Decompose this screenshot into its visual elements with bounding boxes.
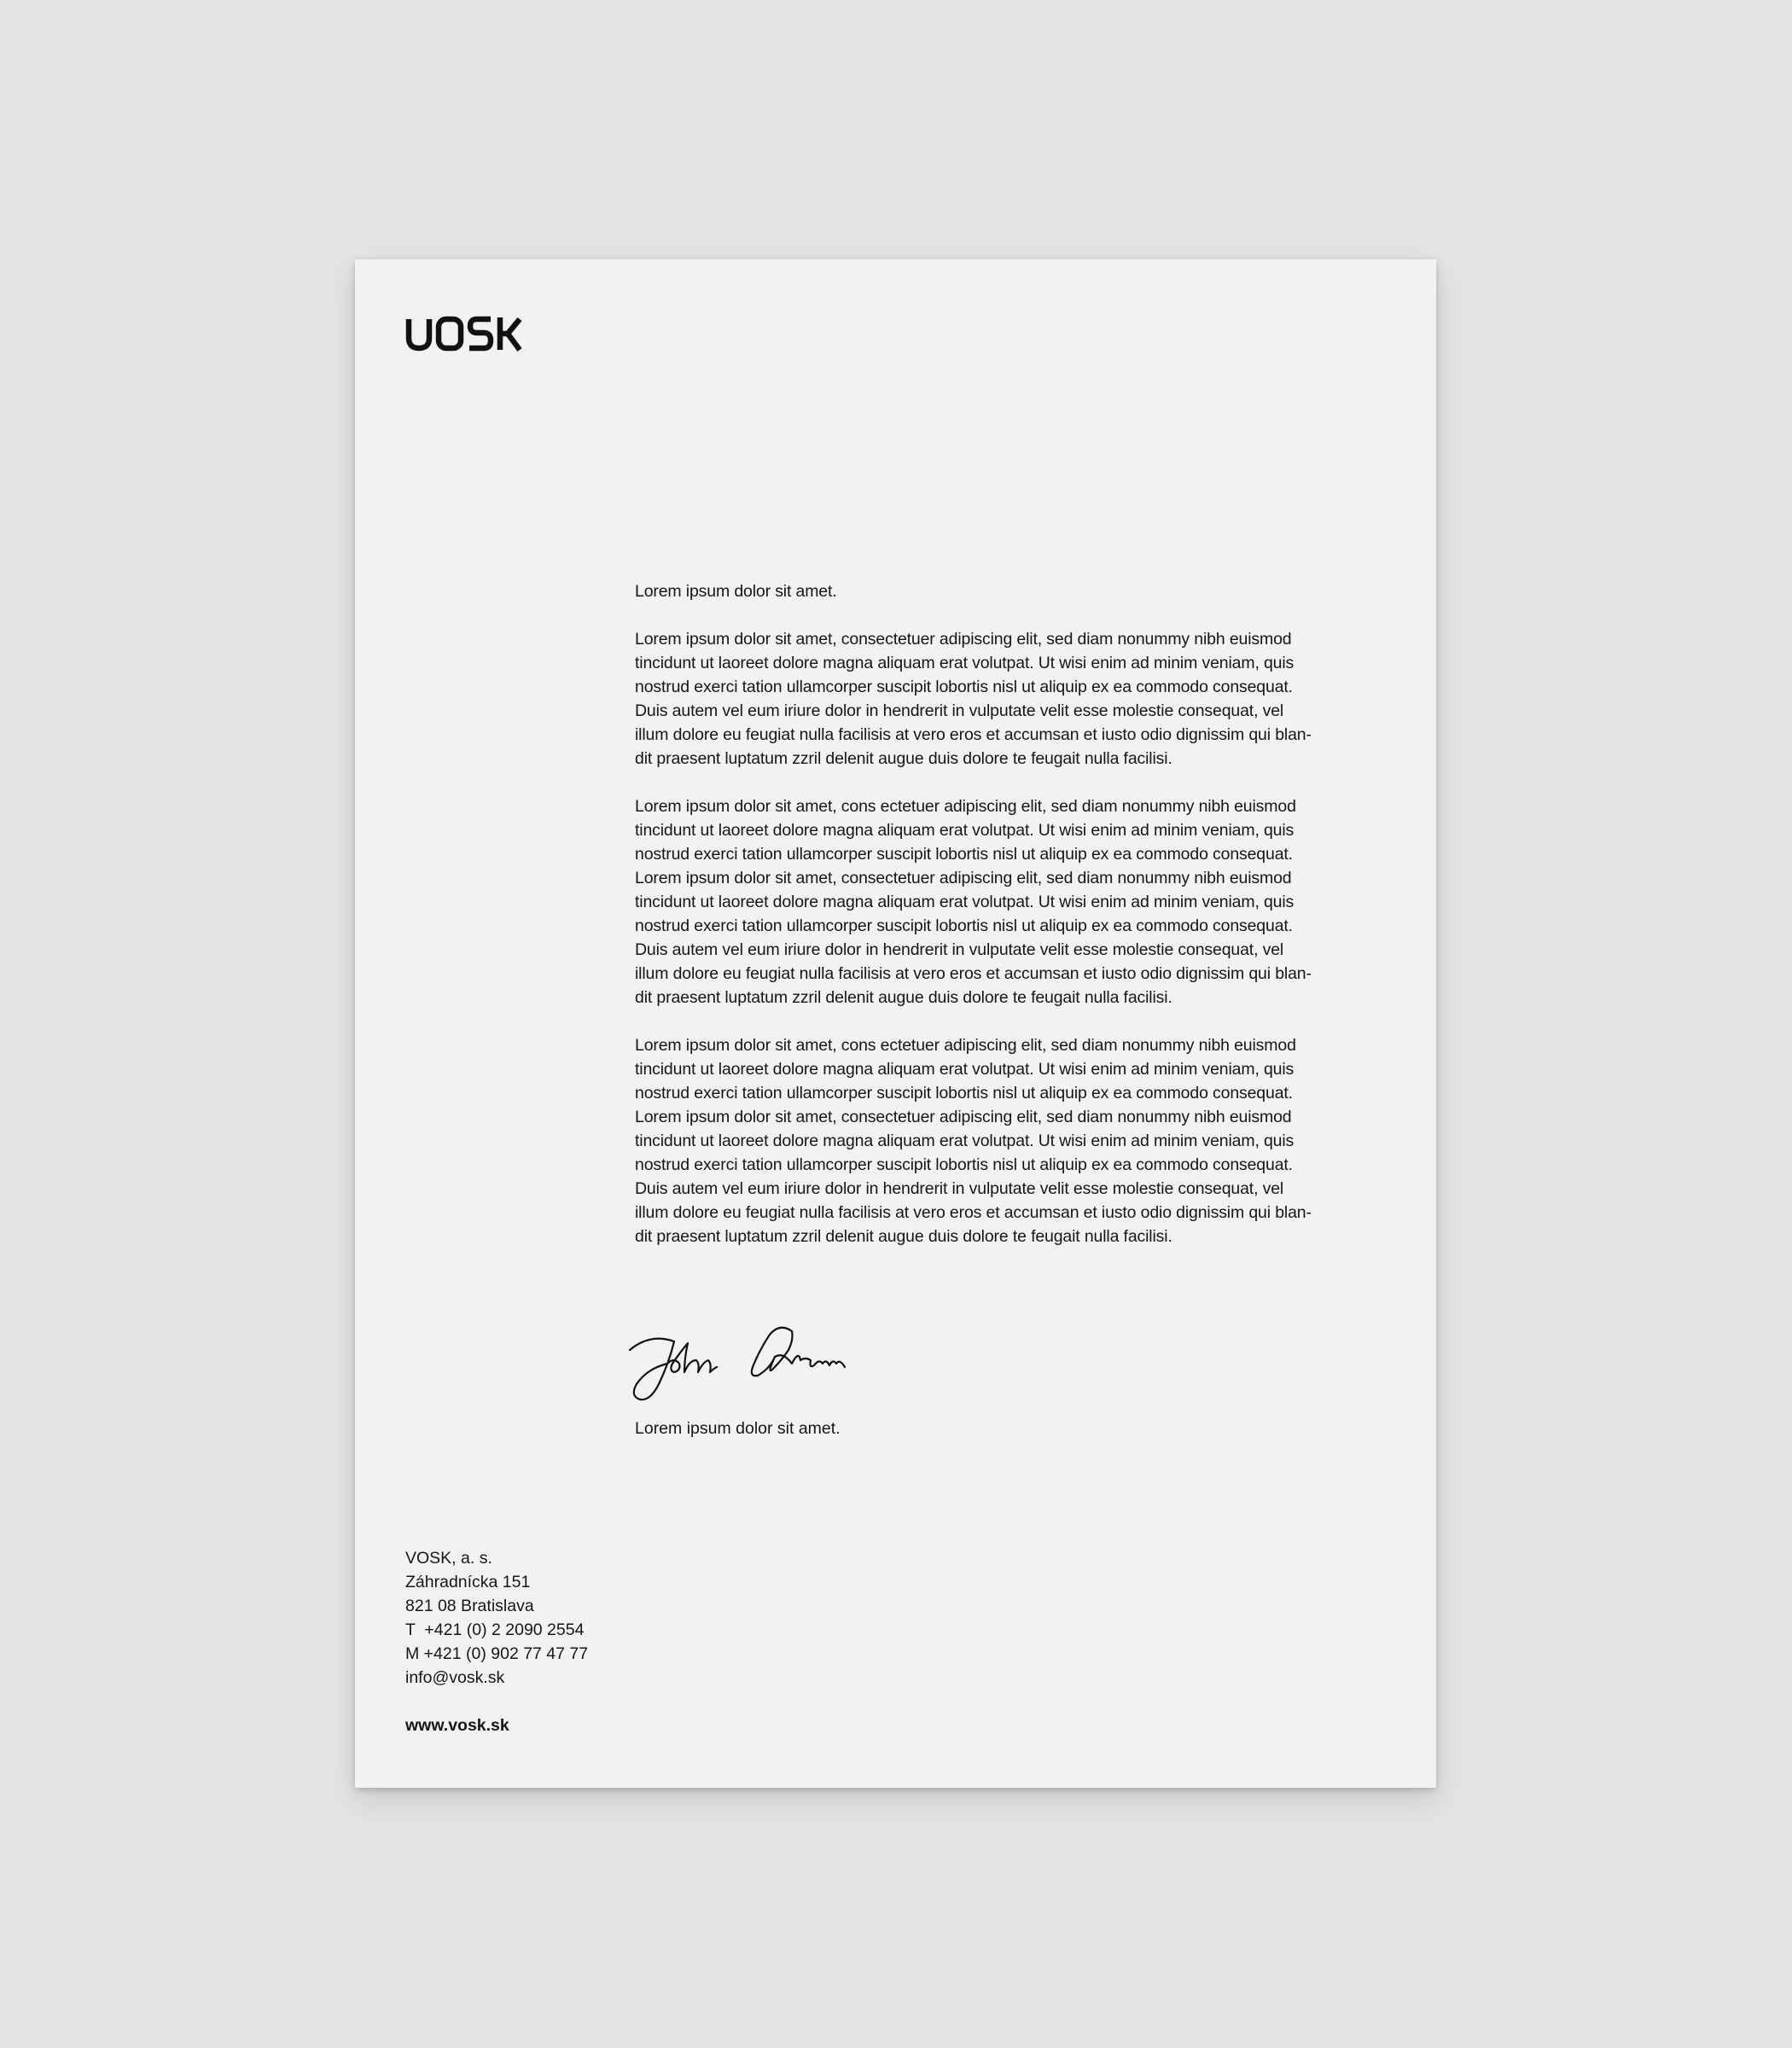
paragraph-1: Lorem ipsum dolor sit amet, consectetuer adipiscing elit, sed diam nonummy nibh euismod tincidunt ut laoreet dolore magna aliquam erat volutpat. Ut wisi enim ad minim veniam, quis nostrud exerci tation ullamcorper suscipit lobortis nisl ut aliquip ex ea commodo consequat. Duis autem vel eum iriure dolor in hendrerit in vulputate velit esse molestie consequat, vel illum dolore eu feugiat nulla facilisis at vero eros et accumsan et iusto odio dignissim qui blan- dit praesent luptatum zzril delenit augue duis dolore te feugait nulla facilisi.	[635, 630, 1312, 768]
vosk-logo-mark	[405, 316, 525, 352]
paragraph-3: Lorem ipsum dolor sit amet, cons ectetuer adipiscing elit, sed diam nonummy nibh euismod tincidunt ut laoreet dolore magna aliquam erat volutpat. Ut wisi enim ad minim veniam, quis nostrud exerci tation ullamcorper suscipit lobortis nisl ut aliquip ex ea commodo consequat. Lorem ipsum dolor sit amet, consectetuer adipiscing elit, sed diam nonummy nibh euismod tincidunt ut laoreet dolore magna aliquam erat volutpat. Ut wisi enim ad minim veniam, quis nostrud exerci tation ullamcorper suscipit lobortis nisl ut aliquip ex ea commodo consequat. Duis autem vel eum iriure dolor in hendrerit in vulputate velit esse molestie consequat, vel illum dolore eu feugiat nulla facilisis at vero eros et accumsan et iusto odio dignissim qui blan- dit praesent luptatum zzril delenit augue duis dolore te feugait nulla facilisi.	[635, 1036, 1312, 1246]
website-url: www.vosk.sk	[405, 1716, 509, 1735]
vosk-logo	[405, 316, 525, 352]
letterhead-sheet	[355, 259, 1436, 1788]
signature-image	[625, 1316, 864, 1410]
company-name: VOSK, a. s.	[405, 1549, 492, 1568]
signature-caption: Lorem ipsum dolor sit amet.	[635, 1419, 841, 1438]
company-address	[405, 1546, 588, 1690]
handwritten-signature	[625, 1316, 864, 1410]
paragraph-2: Lorem ipsum dolor sit amet, cons ectetuer adipiscing elit, sed diam nonummy nibh euismod tincidunt ut laoreet dolore magna aliquam erat volutpat. Ut wisi enim ad minim veniam, quis nostrud exerci tation ullamcorper suscipit lobortis nisl ut aliquip ex ea commodo consequat. Lorem ipsum dolor sit amet, consectetuer adipiscing elit, sed diam nonummy nibh euismod tincidunt ut laoreet dolore magna aliquam erat volutpat. Ut wisi enim ad minim veniam, quis nostrud exerci tation ullamcorper suscipit lobortis nisl ut aliquip ex ea commodo consequat. Duis autem vel eum iriure dolor in hendrerit in vulputate velit esse molestie consequat, vel illum dolore eu feugiat nulla facilisis at vero eros et accumsan et iusto odio dignissim qui blan- dit praesent luptatum zzril delenit augue duis dolore te feugait nulla facilisi.	[635, 797, 1312, 1007]
mobile-number: M +421 (0) 902 77 47 77	[405, 1644, 589, 1663]
email-address: info@vosk.sk	[405, 1668, 505, 1687]
city-address: 821 08 Bratislava	[405, 1597, 534, 1615]
phone-number: T +421 (0) 2 2090 2554	[405, 1620, 585, 1639]
street-address: Záhradnícka 151	[405, 1573, 531, 1591]
letter-body	[635, 579, 1352, 1272]
salutation: Lorem ipsum dolor sit amet.	[635, 582, 837, 601]
